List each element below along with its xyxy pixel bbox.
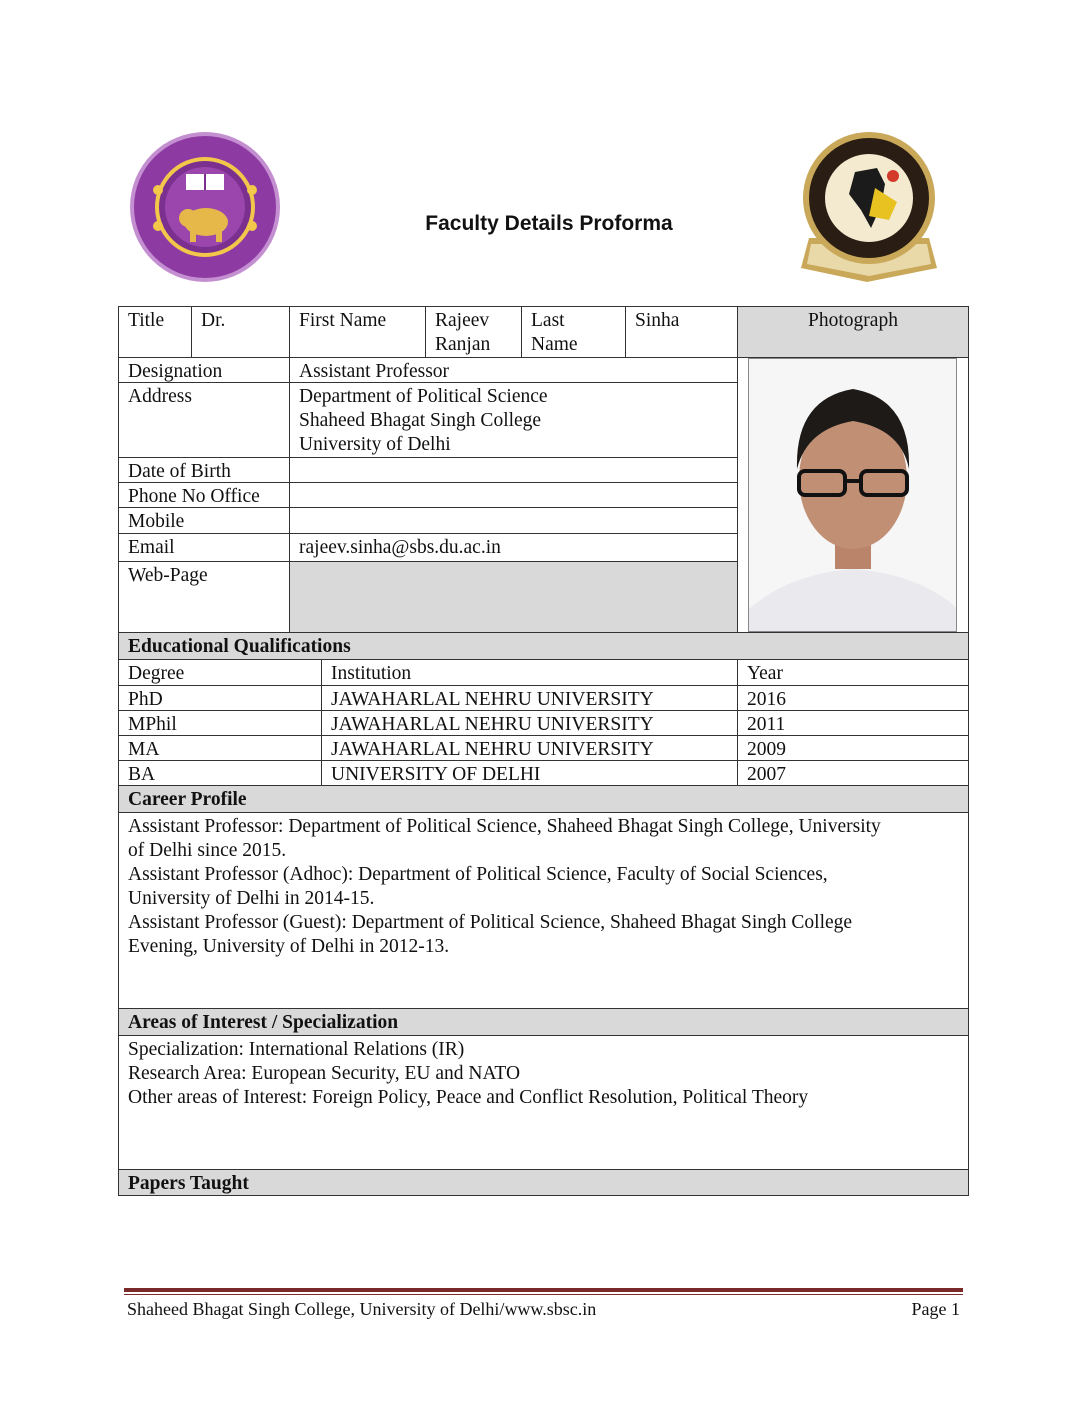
interests-body (119, 1035, 968, 1169)
col-year: Year (737, 659, 968, 685)
col-institution: Institution (321, 659, 737, 685)
education-table (118, 632, 969, 786)
mobile-value (289, 507, 737, 533)
career-line: Assistant Professor (Guest): Department of Political Science, Shaheed Bhagat Singh College (128, 912, 853, 933)
interest-line: Other areas of Interest: Foreign Policy, Peace and Conflict Resolution, Political Theory (128, 1087, 809, 1108)
footer-text: Shaheed Bhagat Singh College, University of Delhi/www.sbsc.in (127, 1299, 597, 1319)
first-name-line-2: Ranjan (435, 334, 491, 355)
career-line: Assistant Professor (Adhoc): Department of Political Science, Faculty of Social Sciences, (128, 864, 828, 885)
education-heading: Educational Qualifications (119, 633, 968, 659)
table-row-year: 2007 (737, 760, 968, 785)
address-line-3: University of Delhi (299, 434, 451, 455)
footer-rule (124, 1288, 963, 1292)
interest-line: Specialization: International Relations (IR) (128, 1039, 465, 1060)
career-line: Evening, University of Delhi in 2012-13. (128, 936, 450, 957)
last-name-value: Sinha (625, 307, 737, 357)
career-line: of Delhi since 2015. (128, 840, 287, 861)
email-label: Email (119, 533, 289, 561)
papers-heading: Papers Taught (119, 1170, 968, 1195)
table-row-institution: JAWAHARLAL NEHRU UNIVERSITY (321, 710, 737, 735)
table-row-degree: BA (119, 760, 321, 785)
title-label: Title (128, 310, 165, 331)
interest-line: Research Area: European Security, EU and NATO (128, 1063, 521, 1084)
table-row-degree: MPhil (119, 710, 321, 735)
table-row-year: 2016 (737, 685, 968, 710)
interests-table (118, 1008, 969, 1170)
career-table (118, 785, 969, 1009)
papers-table (118, 1169, 969, 1196)
table-row-degree: PhD (119, 685, 321, 710)
last-name-label-line-1: Last (531, 310, 565, 331)
address-value (289, 382, 737, 457)
faculty-photograph (748, 358, 957, 632)
photograph-label: Photograph (737, 307, 968, 357)
title-value: Dr. (191, 307, 289, 357)
career-body (119, 812, 968, 1008)
career-line: Assistant Professor: Department of Political Science, Shaheed Bhagat Singh College, University (128, 816, 881, 837)
first-name-line-1: Rajeev (435, 310, 490, 331)
address-label: Address (119, 382, 289, 457)
footer-rule-thin (124, 1294, 963, 1295)
designation-value: Assistant Professor (289, 357, 737, 382)
designation-label: Designation (119, 357, 289, 382)
table-row-institution: JAWAHARLAL NEHRU UNIVERSITY (321, 735, 737, 760)
phone-value (289, 482, 737, 507)
table-row-year: 2011 (737, 710, 968, 735)
col-degree: Degree (119, 659, 321, 685)
dob-value (289, 457, 737, 482)
table-row-institution: UNIVERSITY OF DELHI (321, 760, 737, 785)
phone-label: Phone No Office (119, 482, 289, 507)
dob-label: Date of Birth (119, 457, 289, 482)
interests-heading: Areas of Interest / Specialization (119, 1009, 968, 1035)
table-row-institution: JAWAHARLAL NEHRU UNIVERSITY (321, 685, 737, 710)
address-line-1: Department of Political Science (299, 386, 548, 407)
university-of-delhi-seal-icon (128, 130, 282, 284)
webpage-value (289, 561, 737, 632)
first-name-value (425, 307, 521, 357)
page-title: Faculty Details Proforma (425, 212, 673, 235)
table-row-year: 2009 (737, 735, 968, 760)
person-portrait-icon (749, 359, 957, 632)
mobile-label: Mobile (119, 507, 289, 533)
table-row-degree: MA (119, 735, 321, 760)
email-value: rajeev.sinha@sbs.du.ac.in (289, 533, 737, 561)
page-number: Page 1 (911, 1299, 960, 1319)
career-heading: Career Profile (119, 786, 968, 812)
last-name-label (521, 307, 625, 357)
first-name-label: First Name (289, 307, 425, 357)
shaheed-bhagat-singh-college-seal-icon (797, 128, 941, 284)
address-line-2: Shaheed Bhagat Singh College (299, 410, 542, 431)
career-line: University of Delhi in 2014-15. (128, 888, 375, 909)
webpage-label: Web-Page (119, 561, 289, 632)
last-name-label-line-2: Name (531, 334, 578, 355)
